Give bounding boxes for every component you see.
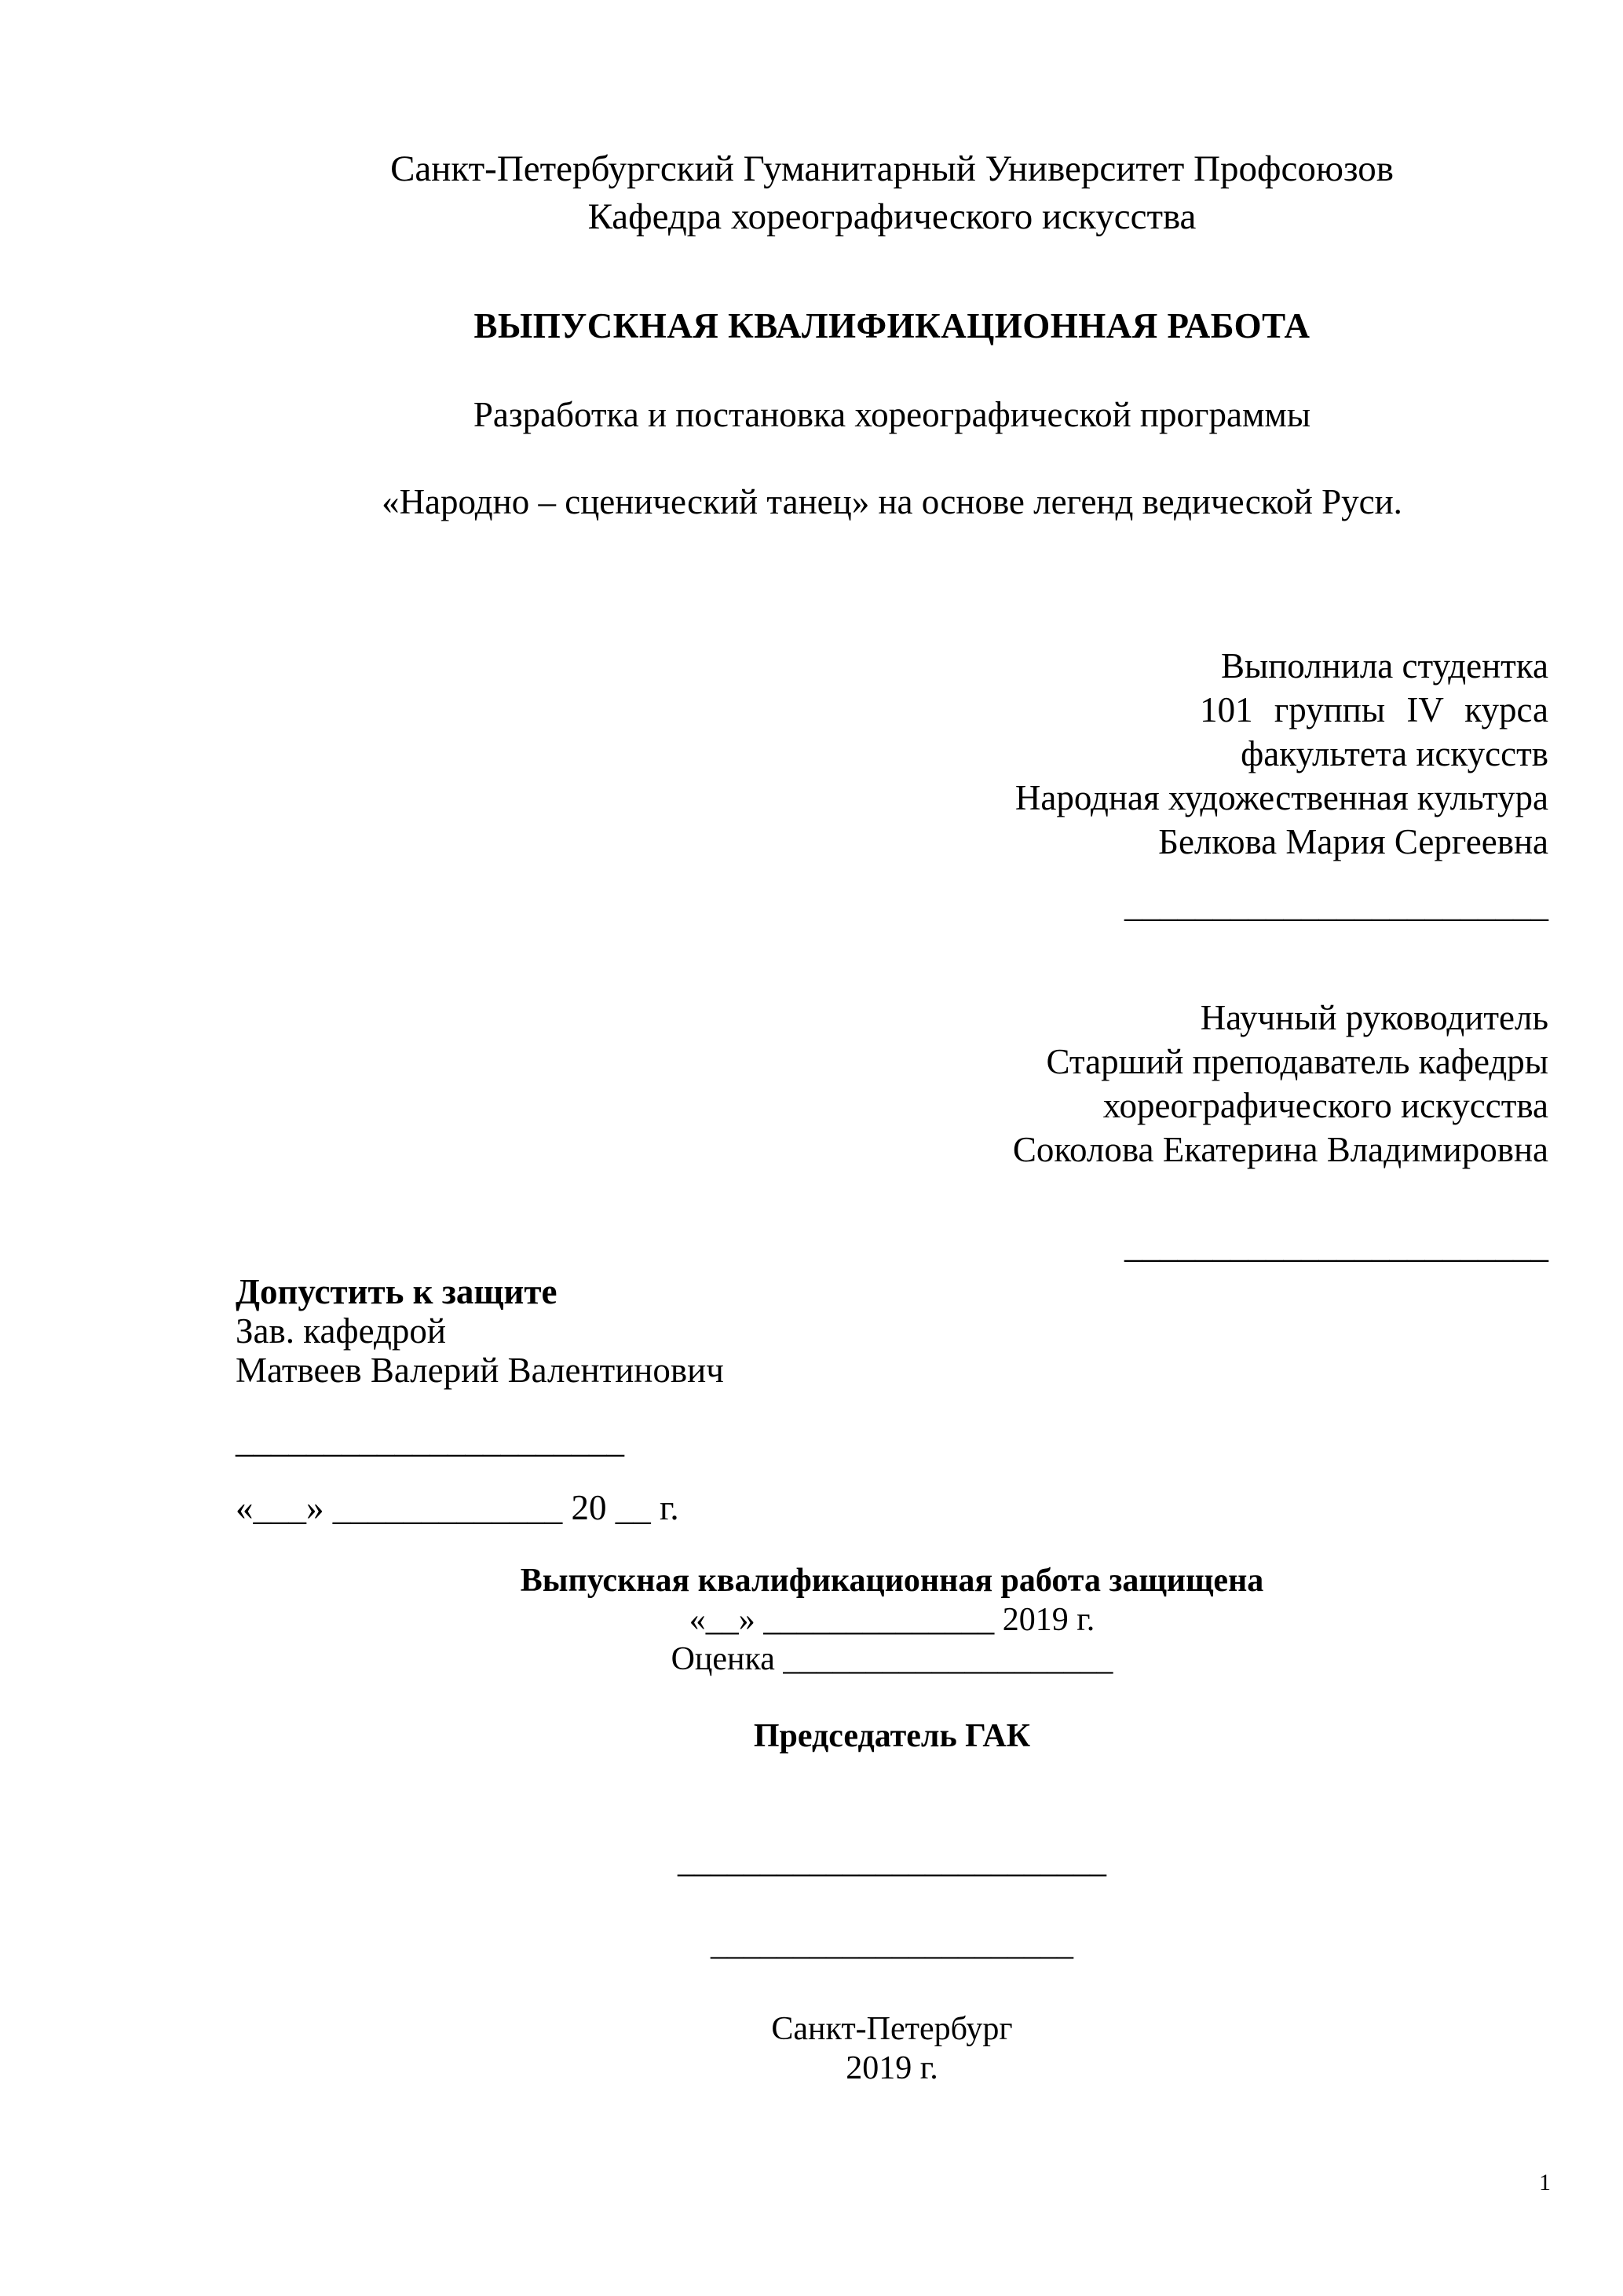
student-line: факультета искусств: [1241, 734, 1548, 773]
student-signature-line: ________________________: [1124, 885, 1548, 924]
defense-heading: Выпускная квалификационная работа защищена: [520, 1563, 1264, 1599]
footer-year: 2019 г.: [846, 2050, 938, 2086]
work-theme-line: «Народно – сценический танец» на основе легенд ведической Руси.: [382, 482, 1402, 521]
footer-block: [236, 2009, 1548, 2088]
document-title: ВЫПУСКНАЯ КВАЛИФИКАЦИОННАЯ РАБОТА: [473, 306, 1310, 345]
admission-date-line: «___» _____________ 20 __ г.: [236, 1488, 679, 1527]
student-line: Белкова Мария Сергеевна: [1158, 822, 1548, 861]
chair-signature-line-1: __________________________: [678, 1844, 1106, 1880]
admission-heading: Допустить к защите: [236, 1272, 557, 1311]
supervisor-line: хореографического искусства: [1102, 1086, 1548, 1125]
defense-block: [236, 1561, 1548, 1679]
page-number: 1: [1539, 2170, 1551, 2195]
admission-signature-line: ______________________: [236, 1420, 624, 1460]
work-subject-line: Разработка и постановка хореографической программы: [473, 395, 1311, 434]
student-line: 101 группы IV курса: [1200, 690, 1548, 729]
defense-date-line: «__» ______________ 2019 г.: [689, 1602, 1095, 1638]
supervisor-line: Старший преподаватель кафедры: [1046, 1042, 1548, 1081]
university-header: [236, 145, 1548, 241]
admission-block: [236, 1272, 1548, 1390]
department-name: Кафедра хореографического искусства: [587, 196, 1197, 237]
footer-city: Санкт-Петербург: [771, 2011, 1013, 2047]
admission-name-line: Матвеев Валерий Валентинович: [236, 1351, 724, 1390]
supervisor-signature-line: ________________________: [1124, 1226, 1548, 1265]
student-line: Народная художественная культура: [1014, 778, 1548, 817]
supervisor-line: Соколова Екатерина Владимировна: [1012, 1130, 1548, 1169]
chair-label: Председатель ГАК: [753, 1718, 1031, 1754]
student-line: Выполнила студентка: [1220, 646, 1548, 686]
student-block: [236, 644, 1548, 864]
university-name: Санкт-Петербургский Гуманитарный Университет Профсоюзов: [390, 148, 1394, 189]
supervisor-line: Научный руководитель: [1200, 998, 1548, 1037]
admission-role-line: Зав. кафедрой: [236, 1311, 446, 1351]
defense-grade-line: Оценка ____________________: [671, 1641, 1113, 1677]
supervisor-block: [236, 996, 1548, 1172]
chair-signature-line-2: ______________________: [711, 1926, 1073, 1962]
